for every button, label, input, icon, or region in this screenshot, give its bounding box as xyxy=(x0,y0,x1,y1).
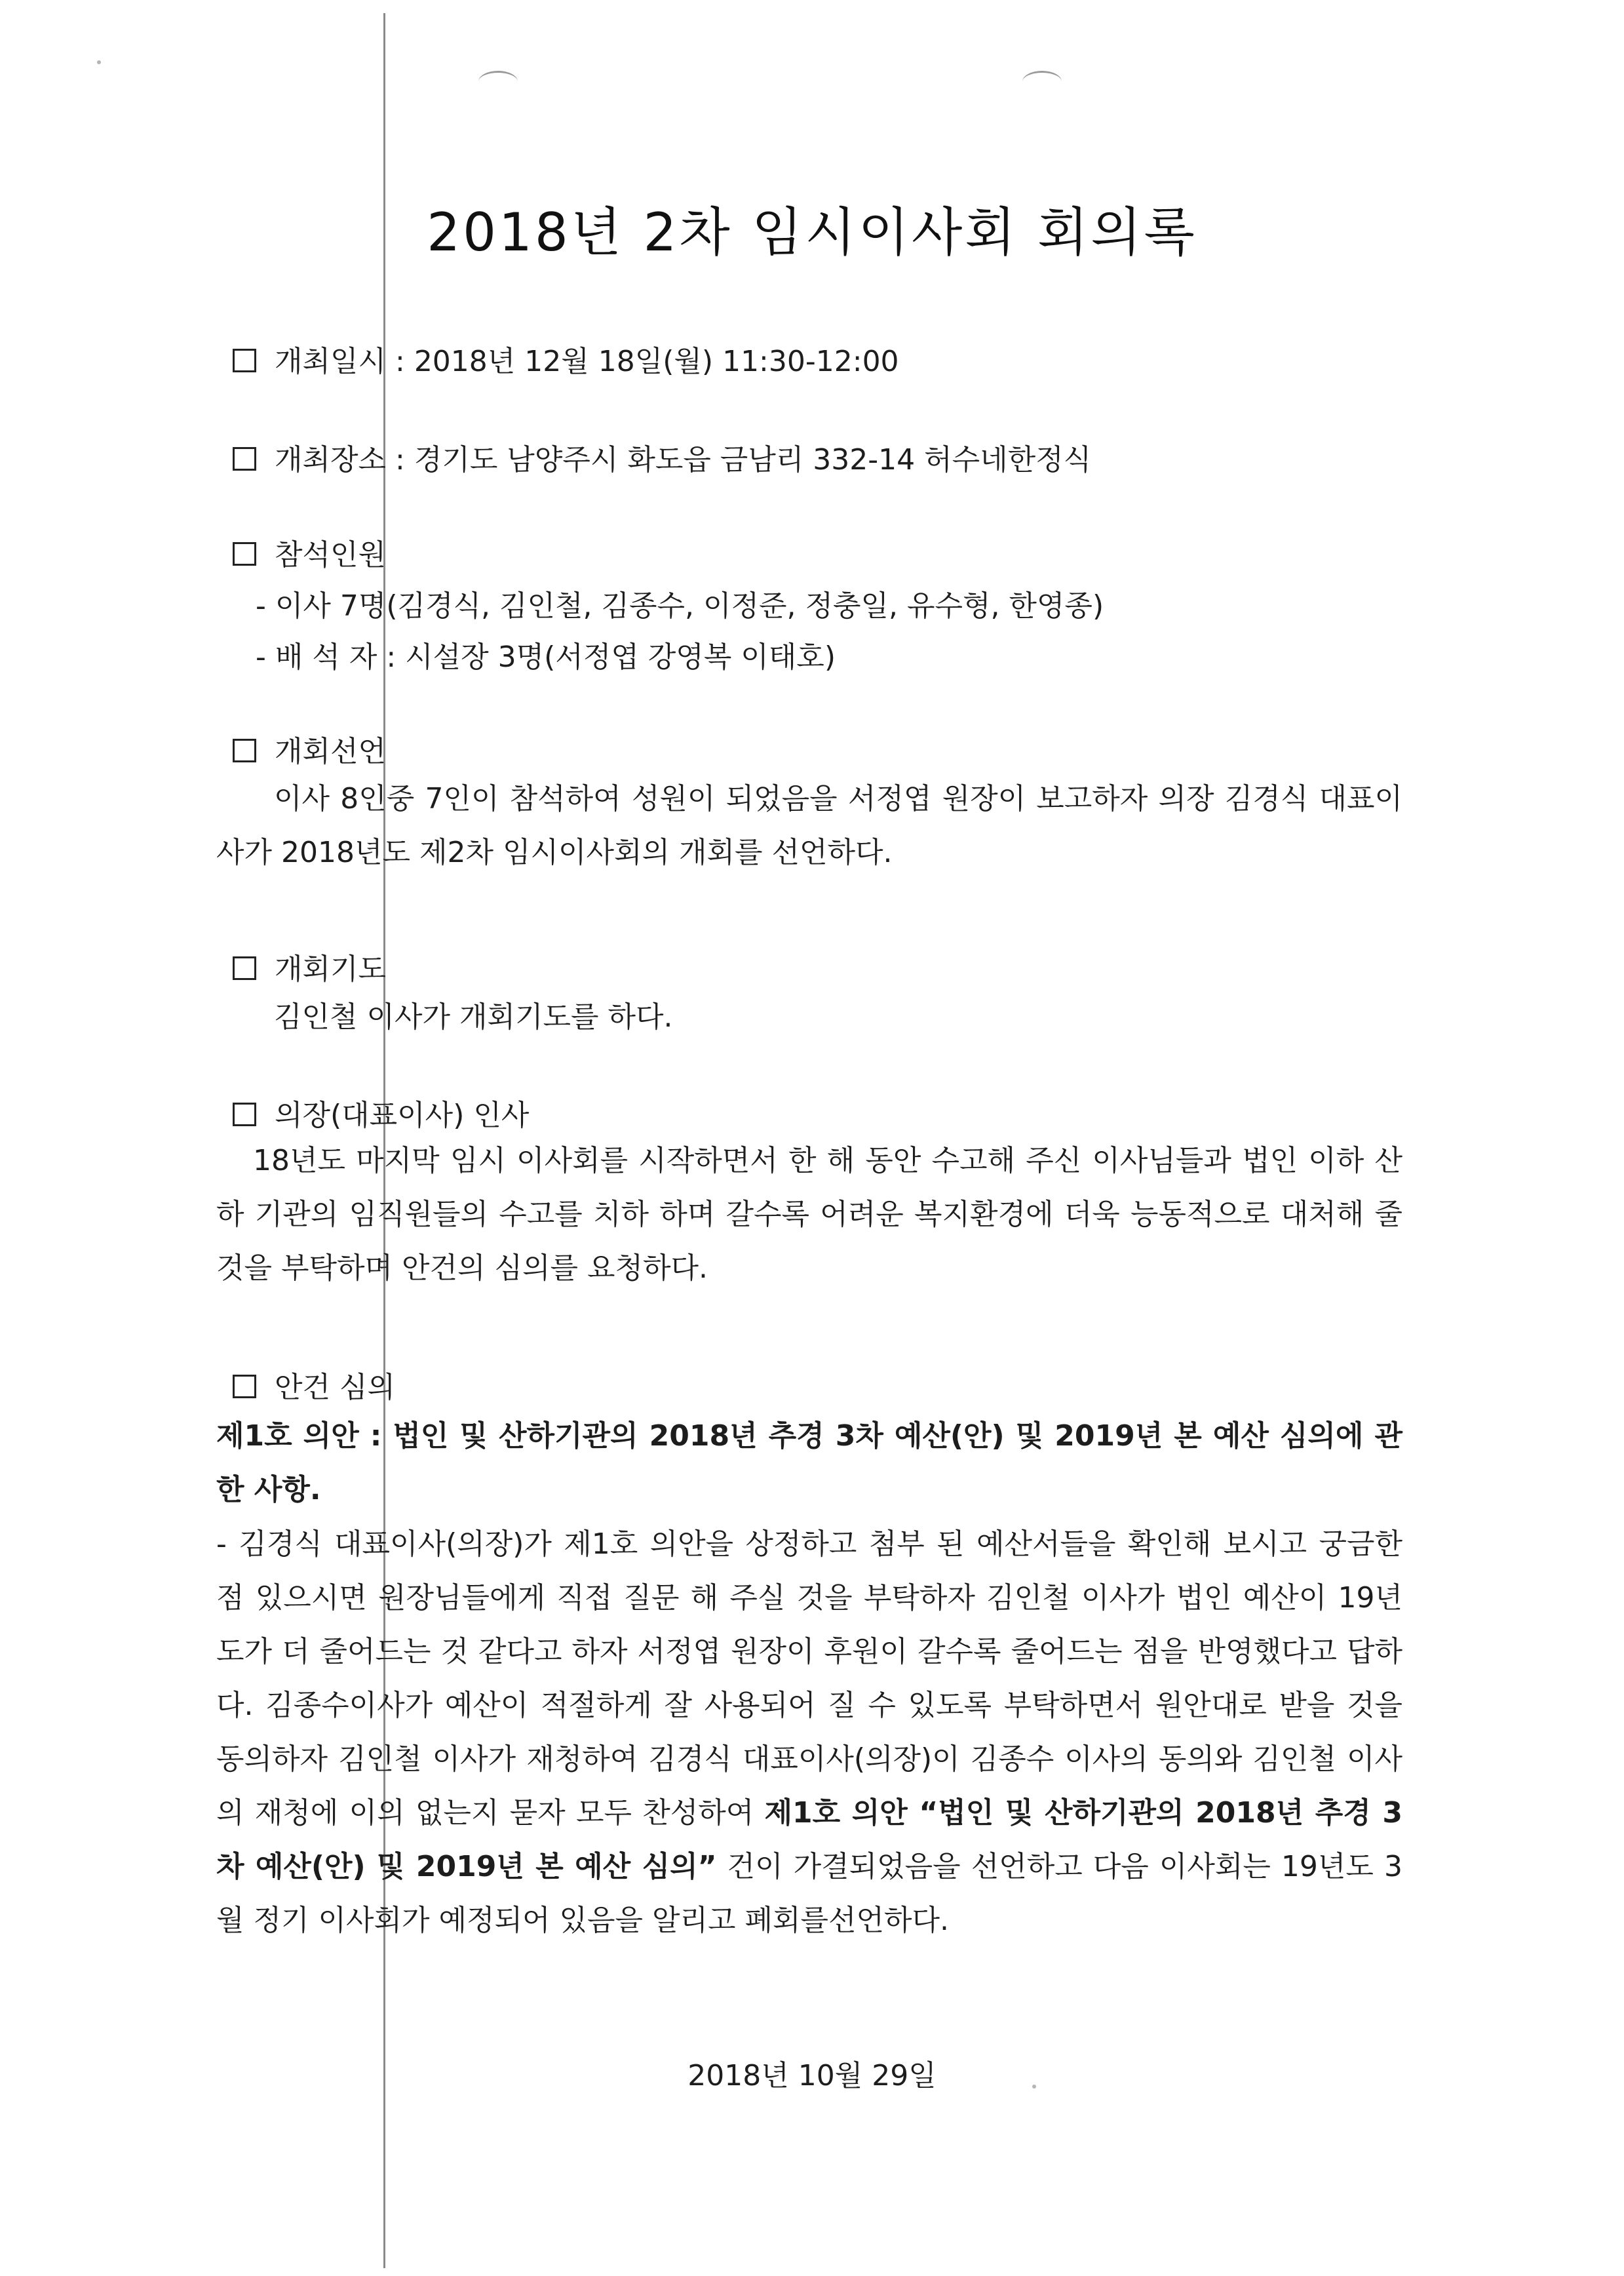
checkbox-square-icon xyxy=(233,1103,256,1126)
checkbox-square-icon xyxy=(233,739,256,762)
checkbox-square-icon xyxy=(233,349,256,372)
page-title: 2018년 2차 임시이사회 회의록 xyxy=(427,202,1197,263)
opening-label: 개회선언 xyxy=(275,735,387,768)
place-line xyxy=(233,436,1091,478)
checkbox-square-icon xyxy=(233,1375,256,1398)
agenda-body-part2: 건이 가결되었음을 선언하고 다음 이사회는 19년도 3월 정기 이사회가 예정되어 있음을 알리고 폐회를선언하다. xyxy=(216,1850,1402,1937)
prayer-label: 개회기도 xyxy=(275,952,387,986)
attendees-directors: - 이사 7명(김경식, 김인철, 김종수, 이정준, 정충일, 유수형, 한영종) xyxy=(256,589,1104,623)
opening-heading xyxy=(233,728,386,770)
punch-hole-right xyxy=(1022,71,1062,92)
date-value: : 2018년 12월 18일(월) 11:30-12:00 xyxy=(386,345,899,378)
agenda-body-bold: 제1호 의안 “법인 및 산하기관의 2018년 추경 3차 예산(안) 및 2019년 본 예산 심의” xyxy=(216,1796,1402,1883)
opening-text: 이사 8인중 7인이 참석하여 성원이 되었음을 서정엽 원장이 보고하자 의장 김경식 대표이사가 2018년도 제2차 임시이사회의 개회를 선언하다. xyxy=(216,782,1402,869)
greeting-heading xyxy=(233,1091,529,1133)
date-line xyxy=(233,338,899,380)
checkbox-square-icon xyxy=(233,447,256,471)
attendees-label: 참석인원 xyxy=(275,538,387,572)
checkbox-square-icon xyxy=(233,542,256,566)
prayer-heading xyxy=(233,945,386,987)
greeting-label: 의장(대표이사) 인사 xyxy=(275,1099,530,1132)
prayer-text: 김인철 이사가 개회기도를 하다. xyxy=(274,1000,673,1034)
punch-hole-left xyxy=(478,71,518,92)
place-label: 개최장소 xyxy=(275,443,387,477)
agenda-item-title: 제1호 의안 : 법인 및 산하기관의 2018년 추경 3차 예산(안) 및 2019년 본 예산 심의에 관한 사항. xyxy=(216,1419,1402,1506)
agenda-body xyxy=(216,1518,1402,1948)
date-label: 개최일시 xyxy=(275,345,387,378)
checkbox-square-icon xyxy=(233,956,256,980)
agenda-heading xyxy=(233,1364,395,1405)
place-value: : 경기도 남양주시 화도읍 금남리 332-14 허수네한정식 xyxy=(386,443,1092,477)
footer-date: 2018년 10월 29일 xyxy=(687,2059,937,2092)
agenda-label: 안건 심의 xyxy=(275,1371,396,1404)
greeting-text: 18년도 마지막 임시 이사회를 시작하면서 한 해 동안 수고해 주신 이사님들과 법인 이하 산하 기관의 임직원들의 수고를 치하 하며 갈수록 어려운 복지환경에 더욱 능동적으로 대처해 줄 것을 부탁하며 안건의 심의를 요청하다. xyxy=(216,1144,1403,1285)
attendees-heading xyxy=(233,531,386,573)
agenda-body-part1: - 김경식 대표이사(의장)가 제1호 의안을 상정하고 첨부 된 예산서들을 확인해 보시고 궁금한 점 있으시면 원장님들에게 직접 질문 해 주실 것을 부탁하자 김인철 이사가 법인 예산이 19년도가 더 줄어드는 것 같다고 하자 서정엽 원장이 후원이 갈수록 줄어드는 점을 반영했다고 답하다. 김종수이사가 예산이 적절하게 잘 사용되어 질 수 있도록 부탁하면서 원안대로 받을 것을 동의하자 김인철 이사가 재청하여 김경식 대표이사(의장)이 김종수 이사의 동의와 김인철 이사의 재청에 이의 없는지 묻자 모두 찬성하여 xyxy=(216,1527,1403,1830)
attendees-observers: - 배 석 자 : 시설장 3명(서정엽 강영복 이태호) xyxy=(256,640,836,674)
scan-speck xyxy=(97,60,101,64)
